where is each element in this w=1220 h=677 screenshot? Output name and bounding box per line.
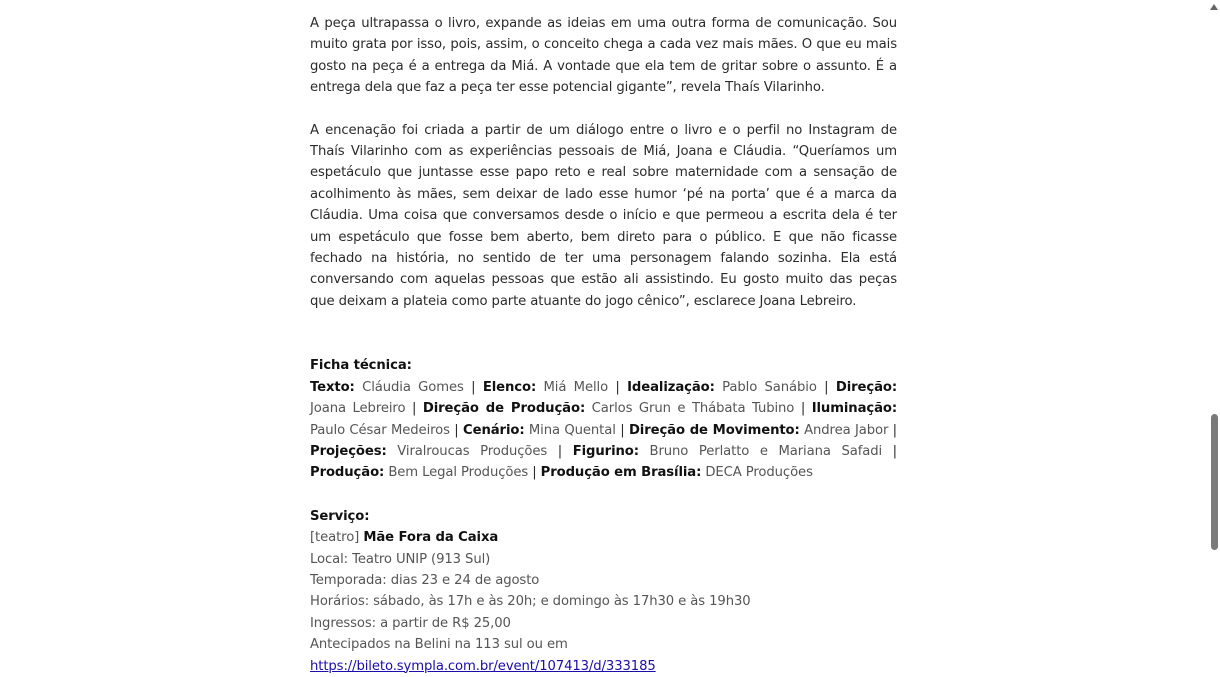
ficha-separator: | [547,443,573,459]
event-antecipados: Antecipados na Belini na 113 sul ou em [310,637,568,653]
vertical-scrollbar[interactable] [1208,0,1220,658]
ficha-separator: | [528,465,541,481]
ficha-item-label: Idealização: [627,379,715,395]
ficha-item-label: Texto: [310,379,355,395]
ficha-item-value: Paulo César Medeiros [310,422,450,438]
article-body [310,13,897,677]
ficha-item-label: Direção de Produção: [422,401,586,417]
ficha-item-value: Mina Quental [528,422,616,438]
ficha-separator: | [794,401,812,417]
event-temporada: Temporada: dias 23 e 24 de agosto [310,572,540,588]
ficha-separator: | [888,422,898,438]
ficha-item-label: Figurino: [572,443,639,459]
ficha-separator: | [405,401,423,417]
event-antecipados-line [310,634,897,677]
ficha-item-value: Cláudia Gomes [362,379,464,395]
event-ingressos: Ingressos: a partir de R$ 25,00 [310,615,511,631]
ficha-item-value: Carlos Grun e Thábata Tubino [591,401,795,417]
ficha-separator: | [449,422,464,438]
scroll-up-arrow-icon[interactable] [1210,4,1218,10]
ficha-item-value: Joana Lebreiro [310,401,406,417]
ficha-separator: | [816,379,836,395]
article-paragraph: A encenação foi criada a partir de um diálogo entre o livro e o perfil no Instagram de Thaís Vilarinho com as experiências pessoais de Miá, Joana e Cláudia. “Queríamos um espetáculo que juntasse esse papo reto e real sobre maternidade com a sensação de acolhimento às mães, sem deixar de lado esse humor ‘pé na porta’ que é a marca da Cláudia. Uma coisa que conversamos desde o início e que permeou a escrita dela é ter um espetáculo que fosse bem aberto, bem direto para o público. E que não ficasse fechado na história, no sentido de ter uma personagem falando sozinha. Ela está conversando com aquelas pessoas que estão ali assistindo. Eu gosto muito das peças que deixam a plateia como parte atuante do jogo cênico”, esclarece Joana Lebreiro. [310,122,897,309]
servico-heading: Serviço: [310,508,370,524]
ticket-link[interactable]: https://bileto.sympla.com.br/event/107413/d/333185 [310,658,656,674]
event-category: [teatro] [310,530,360,546]
event-horarios: Horários: sábado, às 17h e às 20h; e domingo às 17h30 e às 19h30 [310,594,751,610]
ficha-item-label: Produção em Brasília: [540,465,702,481]
section-spacer [310,484,897,506]
event-title-line [310,527,897,548]
ficha-item-value: Viralroucas Produções [397,443,548,459]
ficha-item-value: Miá Mello [543,379,609,395]
ficha-item-value: Andrea Jabor [804,422,889,438]
ficha-item-label: Elenco: [482,379,537,395]
paragraph-spacer [310,99,897,120]
ficha-item-label: Direção: [835,379,898,395]
section-spacer [310,312,897,355]
ficha-item-label: Cenário: [463,422,525,438]
ficha-item-label: Direção de Movimento: [628,422,800,438]
ficha-item-value: Bruno Perlatto e Mariana Safadi [649,443,883,459]
ficha-item-label: Projeções: [310,443,387,459]
ficha-item-label: Iluminação: [811,401,898,417]
ficha-separator: | [608,379,628,395]
ficha-tecnica-list [310,377,897,484]
ficha-item-label: Produção: [310,465,385,481]
scroll-thumb[interactable] [1211,414,1218,550]
ficha-separator: | [463,379,483,395]
ficha-tecnica-heading: Ficha técnica: [310,358,412,374]
ficha-item-value: Pablo Sanábio [722,379,817,395]
article-paragraph: A peça ultrapassa o livro, expande as ideias em uma outra forma de comunicação. Sou muito grata por isso, pois, assim, o conceito chega a cada vez mais mães. O que eu mais gosto na peça é a entrega da Miá. A vontade que ela tem de gritar sobre o assunto. É a entrega dela que faz a peça ter esse potencial gigante”, revela Thaís Vilarinho. [310,16,897,96]
ficha-item-value: Bem Legal Produções [388,465,529,481]
ficha-item-value: DECA Produções [705,465,813,481]
ficha-separator: | [615,422,629,438]
event-title: Mãe Fora da Caixa [363,530,499,546]
event-local: Local: Teatro UNIP (913 Sul) [310,551,491,567]
ficha-separator: | [882,443,898,459]
